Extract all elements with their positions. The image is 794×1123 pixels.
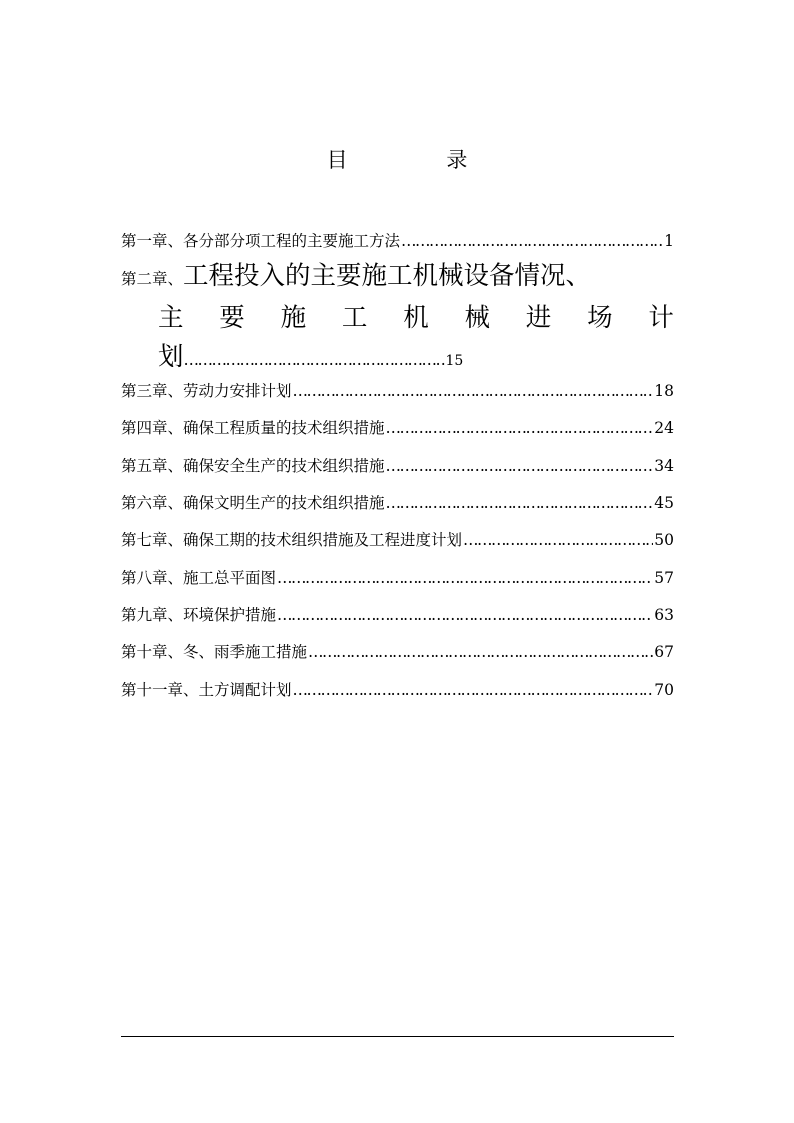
toc-entry-chapter-11[interactable] xyxy=(121,678,674,700)
toc-entry-label: 第九章、环境保护措施 xyxy=(121,606,277,624)
toc-entry-page: 67 xyxy=(654,643,674,661)
toc-entry-label-line-3: 划 xyxy=(158,342,184,372)
toc-entry-page: 70 xyxy=(654,681,674,699)
leader-dots xyxy=(463,531,653,549)
toc-entry-prefix: 第二章、 xyxy=(121,270,184,288)
toc-entry-label: 第四章、确保工程质量的技术组织措施 xyxy=(121,419,385,437)
toc-entry-chapter-2[interactable] xyxy=(121,256,674,373)
toc-entry-chapter-3[interactable] xyxy=(121,379,674,401)
toc-entry-label: 第六章、确保文明生产的技术组织措施 xyxy=(121,494,385,512)
leader-dots xyxy=(308,643,653,661)
label-char: 进 xyxy=(525,303,552,333)
leader-dots xyxy=(293,382,654,400)
toc-entry-label-line-2 xyxy=(158,298,674,334)
leader-dots xyxy=(184,351,446,369)
toc-entry-page: 15 xyxy=(445,353,464,369)
label-char: 场 xyxy=(587,303,613,333)
leader-dots xyxy=(386,419,654,437)
leader-dots xyxy=(277,569,653,587)
label-char: 械 xyxy=(464,303,490,333)
leader-dots xyxy=(293,681,654,699)
label-char: 主 xyxy=(158,303,184,333)
label-char: 机 xyxy=(403,303,429,333)
toc-entry-chapter-8[interactable] xyxy=(121,566,674,588)
toc-entry-label: 第十一章、土方调配计划 xyxy=(121,681,292,699)
toc-entry-page: 63 xyxy=(654,606,674,624)
toc-entry-label: 第一章、各分部分项工程的主要施工方法 xyxy=(121,232,401,250)
label-char: 要 xyxy=(219,303,245,333)
toc-entry-page: 18 xyxy=(654,382,674,400)
label-char: 施 xyxy=(280,303,307,333)
toc-entry-page: 24 xyxy=(654,419,674,437)
toc-entry-page: 1 xyxy=(664,232,674,250)
toc-title: 目 录 xyxy=(326,148,514,172)
toc-entry-page: 45 xyxy=(654,494,674,512)
label-char: 计 xyxy=(648,303,674,333)
leader-dots xyxy=(401,232,663,250)
leader-dots xyxy=(386,457,654,475)
toc-entry-chapter-6[interactable] xyxy=(121,491,674,513)
leader-dots xyxy=(386,494,654,512)
toc-entry-label: 第七章、确保工期的技术组织措施及工程进度计划 xyxy=(121,531,463,549)
leader-dots xyxy=(277,606,653,624)
toc-entry-chapter-10[interactable] xyxy=(121,640,674,662)
toc-entry-chapter-9[interactable] xyxy=(121,603,674,625)
toc-entry-label: 第三章、劳动力安排计划 xyxy=(121,382,292,400)
toc-entry-chapter-5[interactable] xyxy=(121,454,674,476)
toc-entry-page: 57 xyxy=(654,569,674,587)
toc-entry-chapter-1[interactable] xyxy=(121,229,674,251)
table-of-contents xyxy=(121,0,674,1123)
toc-entry-chapter-4[interactable] xyxy=(121,416,674,438)
footer-rule xyxy=(121,1036,674,1037)
toc-entry-page: 50 xyxy=(654,531,674,549)
toc-entry-label: 第八章、施工总平面图 xyxy=(121,569,277,587)
toc-entry-label: 第十章、冬、雨季施工措施 xyxy=(121,643,308,661)
toc-entry-label-line-1: 工程投入的主要施工机械设备情况、 xyxy=(183,261,592,291)
toc-entry-label: 第五章、确保安全生产的技术组织措施 xyxy=(121,457,385,475)
toc-entry-page: 34 xyxy=(654,457,674,475)
label-char: 工 xyxy=(341,303,368,333)
toc-entry-chapter-7[interactable] xyxy=(121,528,674,550)
